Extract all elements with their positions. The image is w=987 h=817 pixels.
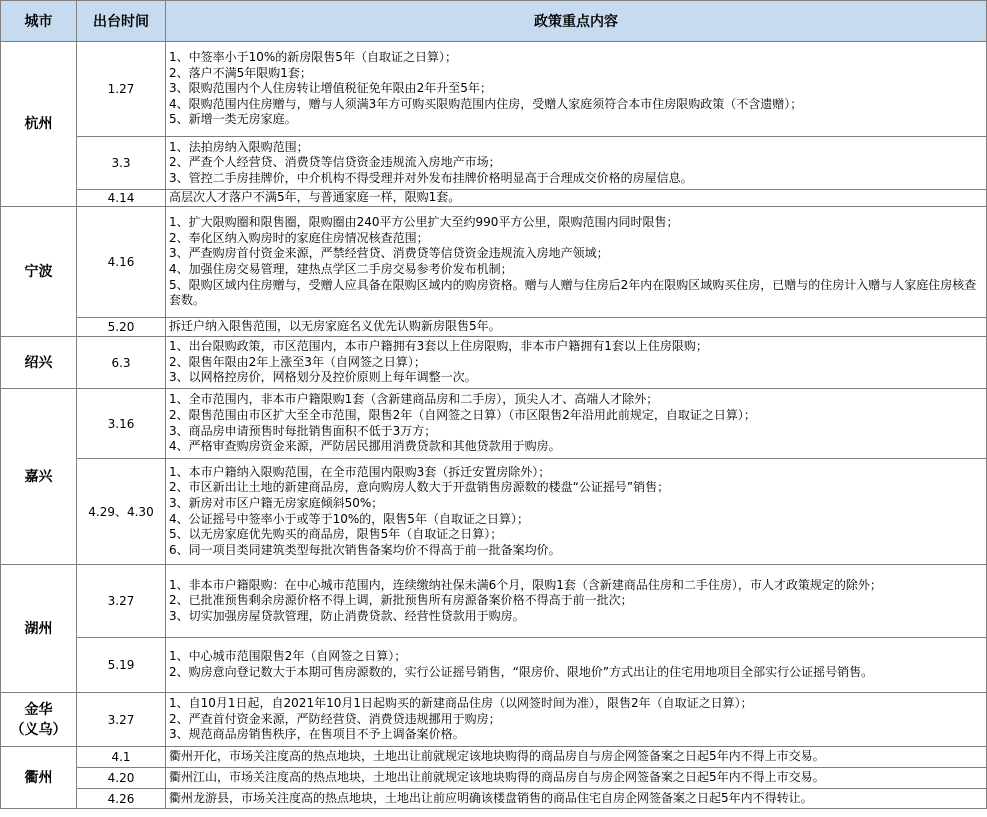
policy-line: 1、非本市户籍限购：在中心城市范围内，连续缴纳社保未满6个月，限购1套（含新建商品住房和二手住房），市人才政策规定的除外；: [169, 577, 882, 592]
header-row: [1, 1, 987, 42]
content-cell: [166, 459, 987, 565]
policy-line: 2、奉化区纳入购房时的家庭住房情况核查范围；: [169, 230, 429, 245]
policy-line: 6、同一项目类同建筑类型每批次销售备案均价不得高于前一批备案均价。: [169, 542, 561, 557]
date-cell: 3.16: [77, 389, 166, 459]
policy-line: 1、自10月1日起，自2021年10月1日起购买的新建商品住房（以网签时间为准），限售2年（自取证之日算）；: [169, 696, 753, 711]
city-name: 湖州: [24, 620, 53, 637]
table-body: [1, 42, 987, 809]
policy-line: 4、加强住房交易管理，建热点学区二手房交易参考价发布机制；: [169, 262, 513, 276]
content-cell: [166, 747, 987, 768]
city-name: 金华 （义乌）: [10, 701, 67, 738]
content-cell: [166, 337, 987, 389]
table-row: [1, 389, 987, 459]
date-cell: 4.26: [77, 789, 166, 809]
date-cell: 4.16: [77, 207, 166, 318]
policy-line: 4、严格审查购房资金来源，严防居民挪用消费贷款和其他贷款用于购房。: [169, 439, 561, 454]
city-cell: [1, 207, 77, 337]
table-row: [1, 638, 987, 693]
content-cell: [166, 137, 987, 190]
city-cell: [1, 42, 77, 207]
date-cell: 4.14: [77, 190, 166, 207]
policy-line: 3、严查购房首付资金来源，严禁经营贷、消费贷等信贷资金违规流入房地产领域；: [169, 246, 609, 261]
policy-line: 1、扩大限购圈和限售圈，限购圈由240平方公里扩大至约990平方公里，限购范围内同时限售；: [169, 215, 679, 230]
policy-line: 3、以网格控房价，网格划分及控价原则上每年调整一次。: [169, 370, 477, 385]
policy-line: 2、购房意向登记数大于本期可售房源数的，实行公证摇号销售，“限房价、限地价”方式出让的住宅用地项目全部实行公证摇号销售。: [169, 665, 874, 679]
policy-line: 2、严查首付资金来源，严防经营贷、消费贷违规挪用于购房；: [169, 711, 501, 726]
content-cell: [166, 318, 987, 337]
city-cell: [1, 693, 77, 747]
policy-line: 3、商品房申请预售时每批销售面积不低于3万方；: [169, 423, 437, 438]
city-name: 绍兴: [24, 354, 53, 371]
policy-line: 3、限购范围内个人住房转让增值税征免年限由2年升至5年；: [169, 81, 492, 96]
policy-line: 2、限售范围由市区扩大至全市范围，限售2年（自网签之日算）（市区限售2年沿用此前规定，自取证之日算）；: [169, 407, 756, 422]
date-cell: 4.1: [77, 747, 166, 768]
policy-line: 1、全市范围内，非本市户籍限购1套（含新建商品房和二手房），顶尖人才、高端人才除外；: [169, 392, 659, 407]
content-cell: [166, 190, 987, 207]
date-cell: 5.20: [77, 318, 166, 337]
date-cell: 4.20: [77, 768, 166, 789]
table-row: [1, 137, 987, 190]
table-row: [1, 789, 987, 809]
table-row: [1, 337, 987, 389]
table-row: [1, 190, 987, 207]
city-name: 衢州: [24, 769, 53, 786]
content-cell: [166, 42, 987, 137]
policy-line: 1、中签率小于10%的新房限售5年（自取证之日算）；: [169, 50, 457, 65]
content-cell: [166, 789, 987, 809]
policy-line: 4、公证摇号中签率小于或等于10%的，限售5年（自取证之日算）；: [169, 511, 529, 526]
content-cell: [166, 768, 987, 789]
policy-line: 高层次人才落户不满5年，与普通家庭一样，限购1套。: [169, 190, 461, 205]
city-name: 杭州: [24, 116, 53, 132]
content-cell: [166, 693, 987, 747]
date-cell: 5.19: [77, 638, 166, 693]
date-cell: 1.27: [77, 42, 166, 137]
table-row: [1, 693, 987, 747]
policy-line: 衢州开化，市场关注度高的热点地块，土地出让前就规定该地块购得的商品房自与房企网签备案之日起5年内不得上市交易。: [169, 749, 825, 764]
city-name: 宁波: [24, 263, 53, 280]
policy-line: 4、限购范围内住房赠与，赠与人须满3年方可购买限购范围内住房，受赠人家庭须符合本市住房限购政策（不含遗赠）；: [169, 96, 803, 111]
policy-line: 2、市区新出让土地的新建商品房，意向购房人数大于开盘销售房源数的楼盘“公证摇号”销售；: [169, 480, 670, 495]
policy-line: 拆迁户纳入限售范围，以无房家庭名义优先认购新房限售5年。: [169, 319, 501, 334]
city-cell: [1, 337, 77, 389]
table-row: [1, 747, 987, 768]
policy-line: 5、限购区域内住房赠与，受赠人应具备在限购区域内的购房资格。赠与人赠与住房后2年内在限购区域购买住房，已赠与的住房计入赠与人家庭住房核查套数。: [169, 277, 977, 308]
policy-line: 2、落户不满5年限购1套；: [169, 65, 312, 80]
policy-line: 2、已批准预售剩余房源价格不得上调，新批预售所有房源备案价格不得高于前一批次；: [169, 593, 633, 608]
policy-line: 1、本市户籍纳入限购范围，在全市范围内限购3套（拆迁安置房除外）；: [169, 464, 551, 479]
content-cell: [166, 207, 987, 318]
date-cell: 4.29、4.30: [77, 459, 166, 565]
policy-line: 1、中心城市范围限售2年（自网签之日算）；: [169, 649, 407, 664]
date-cell: 3.27: [77, 565, 166, 638]
table-row: [1, 207, 987, 318]
policy-line: 5、新增一类无房家庭。: [169, 112, 297, 127]
policy-line: 3、切实加强房屋贷款管理，防止消费贷款、经营性贷款用于购房。: [169, 608, 525, 623]
policy-line: 3、管控二手房挂牌价，中介机构不得受理并对外发布挂牌价格明显高于合理成交价格的房屋信息。: [169, 170, 693, 185]
city-cell: [1, 389, 77, 565]
policy-line: 1、法拍房纳入限购范围；: [169, 139, 309, 154]
policy-line: 衢州龙游县，市场关注度高的热点地块，土地出让前应明确该楼盘销售的商品住宅自房企网签备案之日起5年内不得转让。: [169, 790, 813, 805]
policy-line: 2、限售年限由2年上涨至3年（自网签之日算）；: [169, 354, 426, 369]
content-cell: [166, 638, 987, 693]
table-row: [1, 565, 987, 638]
policy-line: 2、严查个人经营贷、消费贷等信贷资金违规流入房地产市场；: [169, 155, 501, 170]
table-row: [1, 459, 987, 565]
city-name: 嘉兴: [24, 468, 53, 485]
policy-line: 3、规范商品房销售秩序，在售项目不予上调备案价格。: [169, 727, 465, 742]
policy-line: 衢州江山，市场关注度高的热点地块，土地出让前就规定该地块购得的商品房自与房企网签备案之日起5年内不得上市交易。: [169, 770, 825, 785]
table-row: [1, 42, 987, 137]
city-cell: [1, 747, 77, 809]
header-date: 出台时间: [77, 1, 166, 42]
policy-line: 1、出台限购政策，市区范围内，本市户籍拥有3套以上住房限购，非本市户籍拥有1套以上住房限购；: [169, 339, 708, 354]
date-cell: 3.3: [77, 137, 166, 190]
policy-line: 5、以无房家庭优先购买的商品房，限售5年（自取证之日算）；: [169, 527, 503, 542]
content-cell: [166, 565, 987, 638]
content-cell: [166, 389, 987, 459]
header-content: 政策重点内容: [166, 1, 987, 42]
table-row: [1, 318, 987, 337]
city-cell: [1, 565, 77, 693]
header-city: 城市: [1, 1, 77, 42]
date-cell: 3.27: [77, 693, 166, 747]
table-row: [1, 768, 987, 789]
policy-line: 3、新房对市区户籍无房家庭倾斜50%；: [169, 495, 384, 510]
date-cell: 6.3: [77, 337, 166, 389]
